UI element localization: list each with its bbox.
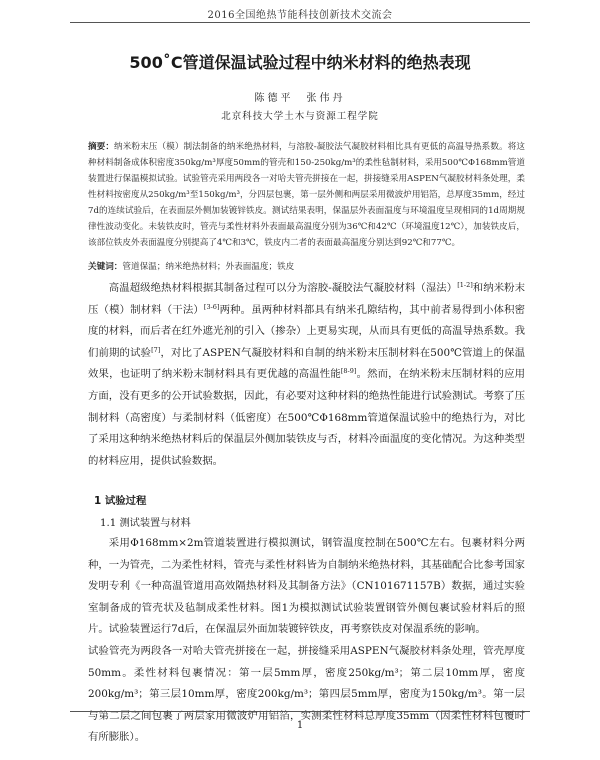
intro-text-1: 高温超级绝热材料根据其制备过程可以分为溶胶-凝胶法气凝胶材料（湿法）	[108, 282, 458, 294]
material-paragraph: 试验管壳为两段各一对哈夫管壳拼接在一起，拼接缝采用ASPEN气凝胶材料条处理，管壳厚度50mm。柔性材料包裹情况：第一层5mm厚，密度250kg/m³；第二层10mm厚，密度200kg/m³；第三层10mm厚，密度200kg/m³；第四层5mm厚，密度为150kg/m³。第一层与第二层之间包裹了两层家用微波炉用铝箔，实测柔性材料总厚度35mm（因柔性材料包覆时有所膨胀）。	[88, 645, 525, 744]
intro-text-2: 和纳米粉末压（模）制材料（干法）	[88, 282, 525, 316]
intro-paragraph	[88, 278, 525, 472]
abstract-text: 纳米粉末压（模）制法制备的纳米绝热材料，与溶胶-凝胶法气凝胶材料相比具有更低的高温导热系数。将这种材料制备成体积密度350kg/m³厚度50mm的管壳和150-250kg/m³的柔性毡制材料，采用500℃Φ168mm管道装置进行保温模拟试验。试验管壳采用两段各一对哈夫管壳拼接在一起，拼接缝采用ASPEN气凝胶材料条处理，柔性材料按密度从250kg/m³至150kg/m³，分四层包裹，第一层外侧和两层采用微波炉用铝箔，总厚度35mm，经过7d的连续试验后，在表面层外侧加装镀锌铁皮。测试结果表明，保温层外表面温度与环境温度呈现相同的1d周期规律性波动变化。未装铁皮时，管壳与柔性材料外表面最高温度分别为36℃和42℃（环境温度12℃），加装铁皮后，该部位铁皮外表面温度分别提高了4℃和3℃，铁皮内二者的表面最高温度分别达到92℃和77℃。	[88, 142, 525, 248]
method-paragraph: 采用Φ168mm×2m管道装置进行模拟测试，钢管温度控制在500℃左右。包裹材料分两种，一为管壳，二为柔性材料，管壳与柔性材料皆为自制纳米绝热材料，其基础配合比参考国家发明专利《一种高温管道用高效隔热材料及其制备方法》（CN101671157B）数据，通过实验室制备成的管壳状及毡制成柔性材料。图1为模拟测试试验装置钢管外侧包裹试验材料后的照片。试验装置运行7d后，在保温层外面加装镀锌铁皮，再考察铁皮对保温系统的影响。	[88, 537, 525, 636]
citation-4: [8-9]	[340, 367, 357, 376]
paper-title: 500˚C管道保温试验过程中纳米材料的绝热表现	[129, 53, 471, 72]
footer-rule	[70, 711, 530, 712]
affiliation: 北京科技大学土木与资源工程学院	[221, 111, 379, 122]
keywords-label: 关键词：	[88, 262, 123, 272]
page-number: 1	[296, 720, 304, 731]
keywords	[88, 259, 525, 275]
citation-3: [7]	[151, 345, 161, 354]
citation-2: [3-6]	[203, 302, 220, 311]
section-heading: 1 试验过程	[94, 495, 147, 507]
citation-1: [1-2]	[457, 281, 473, 289]
intro-text-3: 两种。虽两种材料都具有纳米孔隙结构，其中前者易得到小体积密度的材料，而后者在红外遮光剂的引入（掺杂）上更易实现，从而具有更低的高温导热系数。我们前期的试验	[88, 303, 526, 359]
subsection-heading: 1.1 测试装置与材料	[100, 518, 191, 529]
intro-text-4: ，对比了ASPEN气凝胶材料和自制的纳米粉末压制材料在500℃管道上的保温效果，也证明了纳米粉末制材料具有更优越的高温性能	[88, 346, 526, 381]
running-head: 2016全国绝热节能科技创新技术交流会	[207, 10, 393, 21]
intro-text-5: 。然而，在纳米粉末压制材料的应用方面，没有更多的公开试验数据，因此，有必要对这种材料的绝热性能进行试验测试。考察了压制材料（高密度）与柔制材料（低密度）在500℃Φ168mm管道保温试验中的绝热行为，对比了采用这种纳米绝热材料后的保温层外侧加装铁皮与否，材料冷面温度的变化情况。为这种类型的材料应用，提供试验数据。	[88, 368, 526, 467]
abstract-label: 摘要：	[88, 142, 115, 152]
authors: 陈德平 张伟丹	[254, 93, 346, 104]
keywords-text: 管道保温；纳米绝热材料；外表面温度；铁皮	[122, 262, 295, 272]
abstract	[88, 139, 525, 251]
header-rule	[70, 22, 530, 23]
